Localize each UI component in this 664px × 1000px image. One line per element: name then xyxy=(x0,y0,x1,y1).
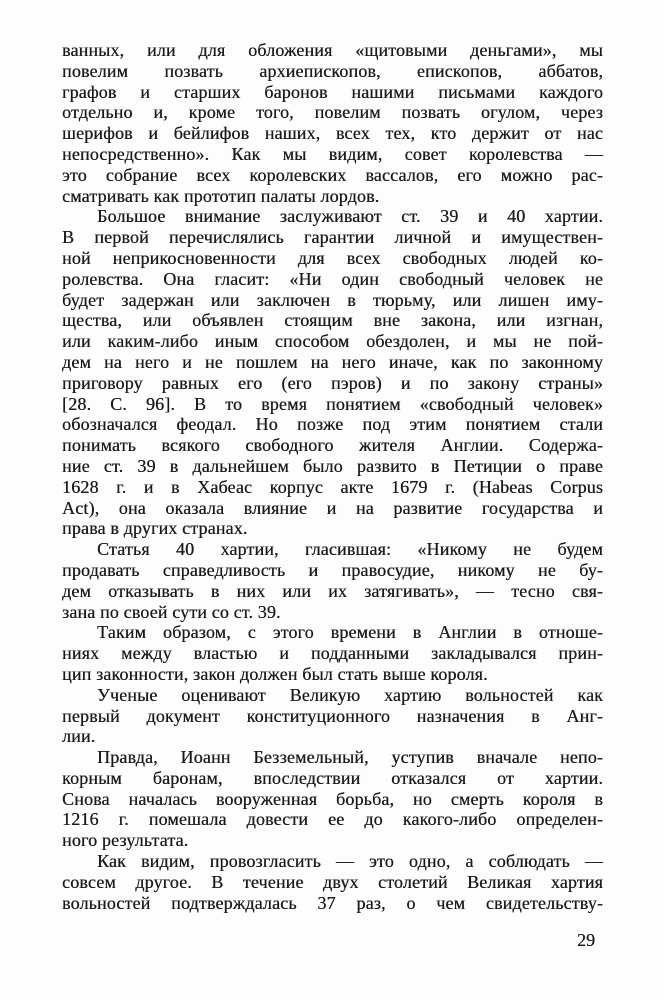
text-line: шерифов и бейлифов наших, всех тех, кто держит от нас xyxy=(62,123,603,144)
text-line: щества, или объявлен стоящим вне закона, или изгнан, xyxy=(62,310,603,331)
text-line: 1216 г. помешала довести ее до какого-либо определен- xyxy=(62,809,603,830)
page-number: 29 xyxy=(577,930,595,950)
text-line: цип законности, закон должен был стать выше короля. xyxy=(62,663,488,684)
paragraph xyxy=(62,685,603,747)
text-line: [28. С. 96]. В то время понятием «свободный человек» xyxy=(62,393,603,414)
text-line: Act), она оказала влияние и на развитие государства и xyxy=(62,497,603,518)
text-line: ной неприкосновенности для всех свободных людей ко- xyxy=(62,247,603,268)
text-line: Статья 40 хартии, гласившая: «Никому не будем xyxy=(97,539,603,560)
text-line: приговору равных его (его пэров) и по закону страны» xyxy=(62,372,603,393)
paragraph xyxy=(62,851,603,913)
text-line: 1628 г. и в Хабеас корпус акте 1679 г. (Habeas Corpus xyxy=(62,476,603,497)
text-line: повелим позвать архиепископов, епископов, аббатов, xyxy=(62,60,603,81)
text-line: первый документ конституционного назначения в Анг- xyxy=(62,705,603,726)
paragraph xyxy=(62,747,603,851)
text-line: ролевства. Она гласит: «Ни один свободный человек не xyxy=(62,268,603,289)
paragraph xyxy=(62,40,603,206)
text-line: В первой перечислялись гарантии личной и имуществен- xyxy=(62,227,603,248)
text-line: ного результата. xyxy=(62,830,189,851)
text-line: обозначался феодал. Но позже под этим понятием стали xyxy=(62,414,603,435)
text-line: продавать справедливость и правосудие, никому не бу- xyxy=(62,559,603,580)
text-line: Ученые оценивают Великую хартию вольностей как xyxy=(97,684,603,705)
text-line: дем на него и не пошлем на него иначе, как по законному xyxy=(62,351,603,372)
text-line: Снова началась вооруженная борьба, но смерть короля в xyxy=(62,788,603,809)
text-line: Правда, Иоанн Безземельный, уступив вначале непо- xyxy=(97,747,603,768)
text-line: зана по своей сути со ст. 39. xyxy=(62,601,281,622)
paragraph xyxy=(62,622,603,684)
text-line: Как видим, провозгласить — это одно, а соблюдать — xyxy=(97,851,603,872)
page-text xyxy=(62,40,603,913)
paragraph xyxy=(62,539,603,622)
text-line: понимать всякого свободного жителя Англии. Содержа- xyxy=(62,435,603,456)
text-line: ванных, или для обложения «щитовыми деньгами», мы xyxy=(62,40,603,60)
text-line: дем отказывать в них или их затягивать», — тесно свя- xyxy=(62,580,603,601)
text-line: права в других странах. xyxy=(62,518,248,539)
text-line: будет задержан или заключен в тюрьму, или лишен иму- xyxy=(62,289,603,310)
text-line: корным баронам, впоследствии отказался от хартии. xyxy=(62,767,603,788)
text-line: отдельно и, кроме того, повелим позвать огулом, через xyxy=(62,102,603,123)
text-line: сматривать как прототип палаты лордов. xyxy=(62,185,380,206)
text-line: Большое внимание заслуживают ст. 39 и 40 хартии. xyxy=(97,206,603,227)
text-line: лии. xyxy=(62,726,96,747)
paragraph xyxy=(62,206,603,539)
text-line: вольностей подтверждалась 37 раз, о чем свидетельству- xyxy=(62,892,603,913)
text-line: ниях между властью и подданными закладывался прин- xyxy=(62,643,603,664)
text-line: или каким-либо иным способом обездолен, и мы не пой- xyxy=(62,331,603,352)
text-line: ние ст. 39 в дальнейшем было развито в Петиции о праве xyxy=(62,455,603,476)
text-line: совсем другое. В течение двух столетий Великая хартия xyxy=(62,871,603,892)
text-line: это собрание всех королевских вассалов, его можно рас- xyxy=(62,164,603,185)
text-line: Таким образом, с этого времени в Англии в отноше- xyxy=(97,622,603,643)
text-line: графов и старших баронов нашими письмами каждого xyxy=(62,81,603,102)
text-line: непосредственно». Как мы видим, совет королевства — xyxy=(62,143,603,164)
